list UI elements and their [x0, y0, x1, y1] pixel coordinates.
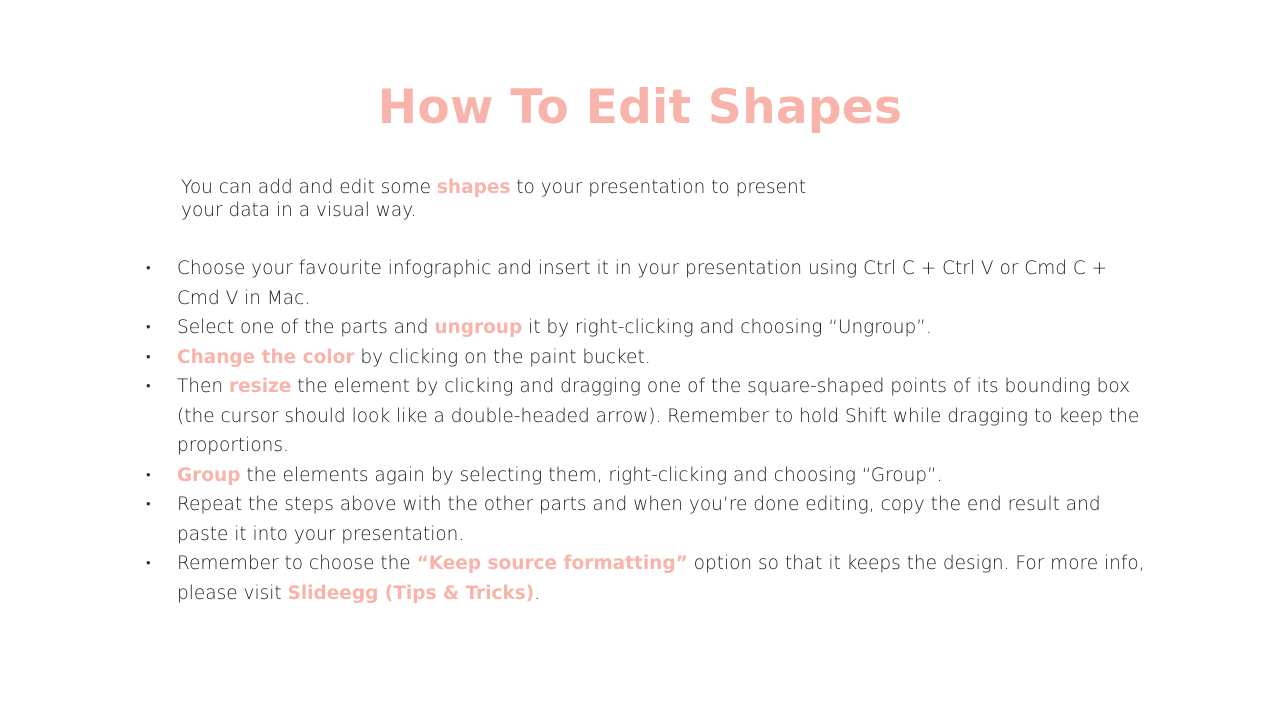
- step-item-7: [146, 549, 1146, 608]
- step-7-text-end: .: [534, 582, 541, 604]
- step-item-3: [146, 343, 1146, 373]
- step-6-text: Repeat the steps above with the other parts and when you’re done editing, copy the end result and paste it into your presentation.: [177, 494, 1101, 545]
- intro-text-before: You can add and edit some: [181, 177, 437, 198]
- intro-paragraph: [181, 176, 841, 222]
- step-7-highlight-keep-source: Keep source formatting: [428, 553, 676, 574]
- step-item-6: [146, 490, 1146, 549]
- slide-title: How To Edit Shapes: [377, 80, 903, 135]
- step-7-text-before: Remember to choose the: [177, 553, 417, 574]
- step-2-text-before: Select one of the parts and: [177, 317, 435, 338]
- step-3-text-after: by clicking on the paint bucket.: [354, 346, 651, 368]
- step-2-text-after: it by right-clicking and choosing “Ungroup”.: [522, 317, 932, 338]
- bullet-icon: •: [146, 320, 151, 335]
- steps-list: [146, 254, 1146, 608]
- step-item-2: [146, 313, 1146, 343]
- bullet-icon: •: [146, 349, 151, 365]
- slideegg-link[interactable]: Slideegg (Tips & Tricks): [287, 582, 535, 604]
- intro-highlight-shapes: shapes: [436, 177, 511, 198]
- step-3-highlight-change-color: Change the color: [177, 346, 355, 368]
- bullet-icon: •: [146, 497, 151, 512]
- step-7-quote-close: ”: [675, 553, 688, 574]
- step-item-1: [146, 254, 1146, 313]
- step-item-4: [146, 372, 1146, 461]
- step-7-quote-open: “: [416, 553, 429, 574]
- step-4-text-after: the element by clicking and dragging one of the square-shaped points of its bounding box (the cursor should look like a double-headed arrow). Remember to hold Shift while dragging to keep the proportions.: [177, 376, 1140, 456]
- step-4-text-before: Then: [177, 376, 230, 397]
- step-5-highlight-group: Group: [177, 464, 241, 486]
- step-item-5: [146, 461, 1146, 491]
- bullet-icon: •: [146, 261, 151, 276]
- bullet-icon: •: [146, 379, 151, 394]
- step-1-text: Choose your favourite infographic and insert it in your presentation using Ctrl C + Ctrl V or Cmd C + Cmd V in Mac.: [177, 258, 1108, 309]
- step-7-text-after: option so that it keeps the design. For more info, please visit: [177, 553, 1145, 604]
- bullet-icon: •: [146, 467, 151, 483]
- bullet-icon: •: [146, 556, 151, 571]
- intro-text-after: to your presentation to present your data in a visual way.: [181, 177, 806, 221]
- step-5-text-after: the elements again by selecting them, right-clicking and choosing “Group”.: [240, 464, 943, 486]
- step-2-highlight-ungroup: ungroup: [434, 317, 523, 338]
- step-4-highlight-resize: resize: [229, 376, 292, 397]
